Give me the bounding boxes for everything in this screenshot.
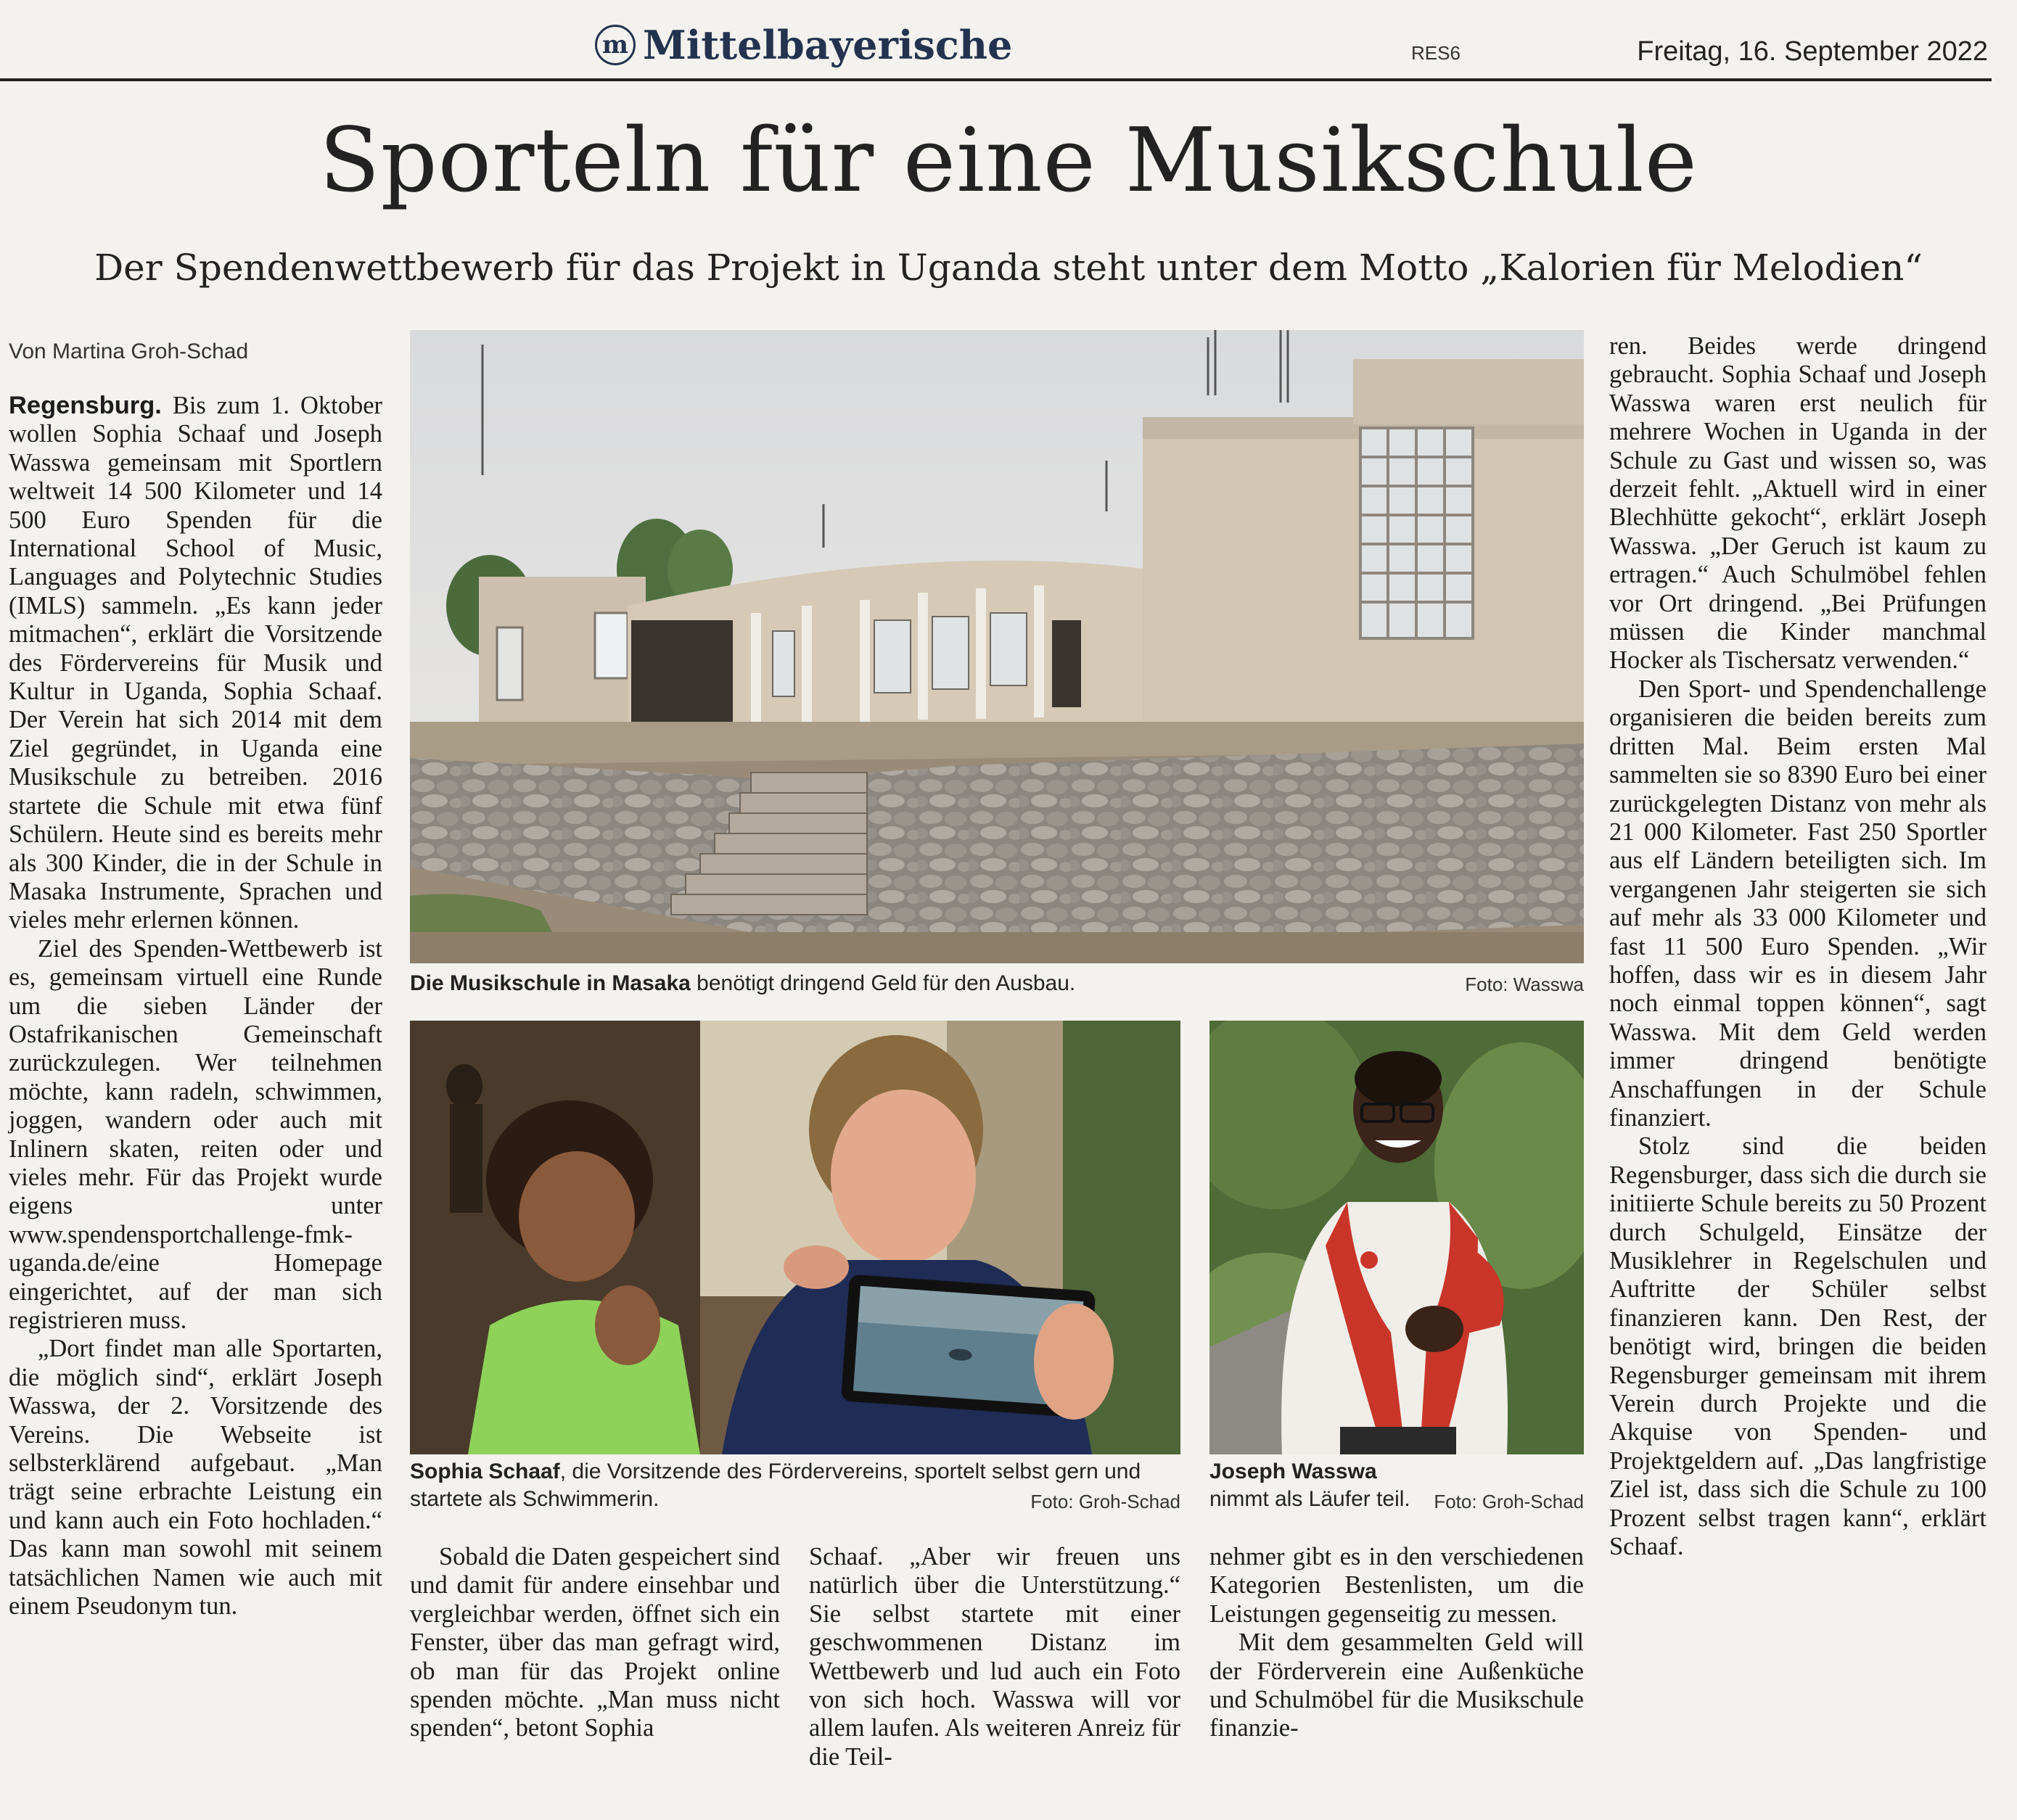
article-column-2 [410, 1543, 780, 1743]
column-5-paragraph-2: Den Sport- und Spendenchallenge organisieren die beiden bereits zum dritten Mal. Beim ersten Mal sammelten sie so 8390 Euro bei einer zurückgelegten Distanz von mehr als 21 000 Kilometer. Fast 250 Sportler aus elf Ländern beteiligten sich. Im vergangenen Jahr steigerten sie sich auf mehr als 33 000 Kilometer und fast 11 500 Euro Spenden. „Wir hoffen, dass wir es in diesem Jahr noch einmal toppen können“, sagt Wasswa. Mit dem Geld werden immer dringend benötigte Anschaffungen in der Schule finanziert. [1609, 675, 1987, 1132]
masthead-logo [595, 22, 1012, 68]
newspaper-name: Mittelbayerische [643, 22, 1013, 68]
column-5-paragraph-1: ren. Beides werde dringend gebraucht. Sophia Schaaf und Joseph Wasswa waren erst neulich für mehrere Wochen in Uganda in der Schule zu Gast und wissen so, was derzeit fehlt. „Aktuell wird in einer Blechhütte gekocht“, erklärt Joseph Wasswa. „Der Geruch ist kaum zu ertragen.“ Auch Schulmöbel fehlen vor Ort dringend. „Bei Prüfungen müssen die Kinder manchmal Hocker als Tischersatz verwenden.“ [1609, 332, 1987, 675]
masthead-rule [0, 78, 1992, 81]
article-subheadline: Der Spendenwettbewerb für das Projekt in Uganda steht unter dem Motto „Kalorien für Melodien“ [94, 247, 1923, 289]
column-4-paragraph-2: Mit dem gesammelten Geld will der Förderverein eine Außenküche und Schulmöbel für die Musikschule finanzie- [1209, 1628, 1584, 1742]
school-photo-caption: Die Musikschule in Masaka benötigt dringend Geld für den Ausbau. [410, 971, 1076, 995]
issue-date: Freitag, 16. September 2022 [1637, 36, 1988, 67]
article-column-4 [1209, 1543, 1584, 1743]
sophia-photo-caption: Sophia Schaaf, die Vorsitzende des Fördervereins, sportelt selbst gern und startete als Schwimmerin. [410, 1459, 1141, 1511]
column-1-paragraph-1: Regensburg. Bis zum 1. Oktober wollen Sophia Schaaf und Joseph Wasswa gemeinsam mit Sportlern weltweit 14 500 Kilometer und 14 500 Euro Spenden für die International School of Music, Languages and Polytechnic Studies (IMLS) sammeln. „Es kann jeder mitmachen“, erklärt die Vorsitzende des Fördervereins für Musik und Kultur in Uganda, Sophia Schaaf. Der Verein hat sich 2014 mit dem Ziel gegründet, in Uganda eine Musikschule zu betreiben. 2016 startete die Schule mit etwa fünf Schülern. Heute sind es bereits mehr als 300 Kinder, die in der Schule in Masaka Instrumente, Sprachen und vieles mehr erlernen können. [9, 392, 382, 934]
article-column-5 [1609, 332, 1987, 1561]
column-4-paragraph-1: nehmer gibt es in den verschiedenen Kategorien Bestenlisten, um die Leistungen gegenseitig zu messen. [1209, 1543, 1584, 1628]
column-2-paragraph-1: Sobald die Daten gespeichert sind und damit für andere einsehbar und vergleichbar werden, öffnet sich ein Fenster, über das man gefragt wird, ob man für das Projekt online spenden möchte. „Man muss nicht spenden“, betont Sophia [410, 1543, 780, 1742]
joseph-photo-caption: Joseph Wasswa nimmt als Läufer teil. [1209, 1459, 1410, 1511]
dateline: Regensburg. [9, 392, 162, 419]
sophia-photo-credit: Foto: Groh-Schad [1030, 1491, 1180, 1512]
joseph-photo-credit: Foto: Groh-Schad [1434, 1491, 1584, 1512]
school-building-photo [410, 330, 1584, 963]
column-3-paragraph-1: Schaaf. „Aber wir freuen uns natürlich über die Unterstützung.“ Sie selbst startete mit einer geschwommenen Distanz im Wettbewerb und lud auch ein Foto von sich hoch. Wasswa will vor allem laufen. Als weiteren Anreiz für die Teil- [809, 1543, 1180, 1771]
byline: Von Martina Groh-Schad [9, 339, 249, 363]
logo-badge-icon: m [595, 25, 636, 65]
joseph-wasswa-photo [1209, 1021, 1584, 1454]
article-headline: Sporteln für eine Musikschule [319, 109, 1698, 212]
column-1-paragraph-3: „Dort findet man alle Sportarten, die möglich sind“, erklärt Joseph Wasswa, der 2. Vorsitzende des Vereins. Die Webseite ist selbsterklärend aufgebaut. „Man trägt seine erbrachte Leistung ein und kann auch ein Foto hochladen.“ Das kann man sowohl mit seinem tatsächlichen Namen wie auch mit einem Pseudonym tun. [9, 1335, 382, 1621]
column-5-paragraph-3: Stolz sind die beiden Regensburger, dass sich die durch sie initiierte Schule bereits zu 50 Prozent durch Schulgeld, Einsätze der Musiklehrer in Regelschulen und Auftritte der Schüler selbst finanzieren kann. Den Rest, der benötigt wird, bringen die beiden Regensburger gemeinsam mit ihrem Verein durch Projekte und die Akquise von Spenden- und Projektgeldern auf. „Das langfristige Ziel ist, dass sich die Schule zu 100 Prozent selbst tragen kann“, erklärt Schaaf. [1609, 1132, 1987, 1561]
sophia-schaaf-photo [410, 1021, 1180, 1454]
column-1-paragraph-2: Ziel des Spenden-Wettbewerb ist es, gemeinsam virtuell eine Runde um die sieben Länder der Ostafrikanischen Gemeinschaft zurückzulegen. Wer teilnehmen möchte, kann radeln, schwimmen, joggen, wandern oder auch mit Inlinern skaten, reiten oder und vieles mehr. Für das Projekt wurde eigens unter www.spendensportchallenge-fmk-uganda.de/eine Homepage eingerichtet, auf der man sich registrieren muss. [9, 934, 382, 1334]
school-photo-credit: Foto: Wasswa [1465, 973, 1584, 995]
article-column-1 [9, 392, 382, 1621]
article-column-3 [809, 1543, 1180, 1771]
page-code: RES6 [1411, 42, 1461, 64]
